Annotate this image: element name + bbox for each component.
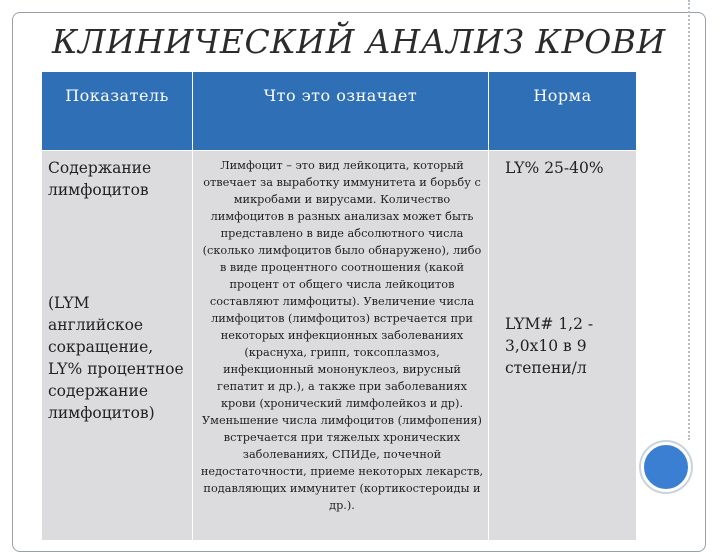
- header-meaning-label: Что это означает: [263, 86, 418, 105]
- lymphocyte-description: Лимфоцит – это вид лейкоцита, который отвечает за выработку иммунитета и борьбу с микробами и вирусами. Количество лимфоцитов в разных анализах может быть представлено в виде абсолютного числа (сколько лимфоцитов было обнаружено), либо в виде процентного соотношения (какой процент от общего числа лейкоцитов составляют лимфоциты). Увеличение числа лимфоцитов (лимфоцитоз) встречается при некоторых инфекционных заболеваниях (краснуха, грипп, токсоплазмоз, инфекционный мононуклеоз, вирусный гепатит и др.), а также при заболеваниях крови (хронический лимфолейкоз и др). Уменьшение числа лимфоцитов (лимфопения) встречается при тяжелых хронических заболеваниях, СПИДе, почечной недостаточности, приеме некоторых лекарств, подавляющих иммунитет (кортикостероиды и др.).: [200, 159, 484, 512]
- blood-test-table: [42, 72, 636, 540]
- norm-percent: LY% 25-40%: [505, 159, 604, 177]
- decorative-circle: [641, 442, 691, 492]
- cell-norm: [489, 151, 636, 540]
- slide-title: КЛИНИЧЕСКИЙ АНАЛИЗ КРОВИ: [52, 22, 666, 61]
- header-indicator: [42, 72, 192, 150]
- cell-indicator: [42, 151, 192, 540]
- header-norm: [489, 72, 636, 150]
- decorative-dotted-line: [688, 0, 690, 440]
- cell-meaning: [193, 151, 488, 540]
- header-norm-label: Норма: [533, 86, 592, 105]
- indicator-name: Содержание лимфоцитов: [48, 159, 152, 199]
- indicator-note: (LYM английское сокращение, LY% процентное содержание лимфоцитов): [48, 294, 184, 422]
- header-meaning: [193, 72, 488, 150]
- header-indicator-label: Показатель: [65, 86, 169, 105]
- norm-absolute: LYM# 1,2 - 3,0х10 в 9 степени/л: [505, 315, 594, 377]
